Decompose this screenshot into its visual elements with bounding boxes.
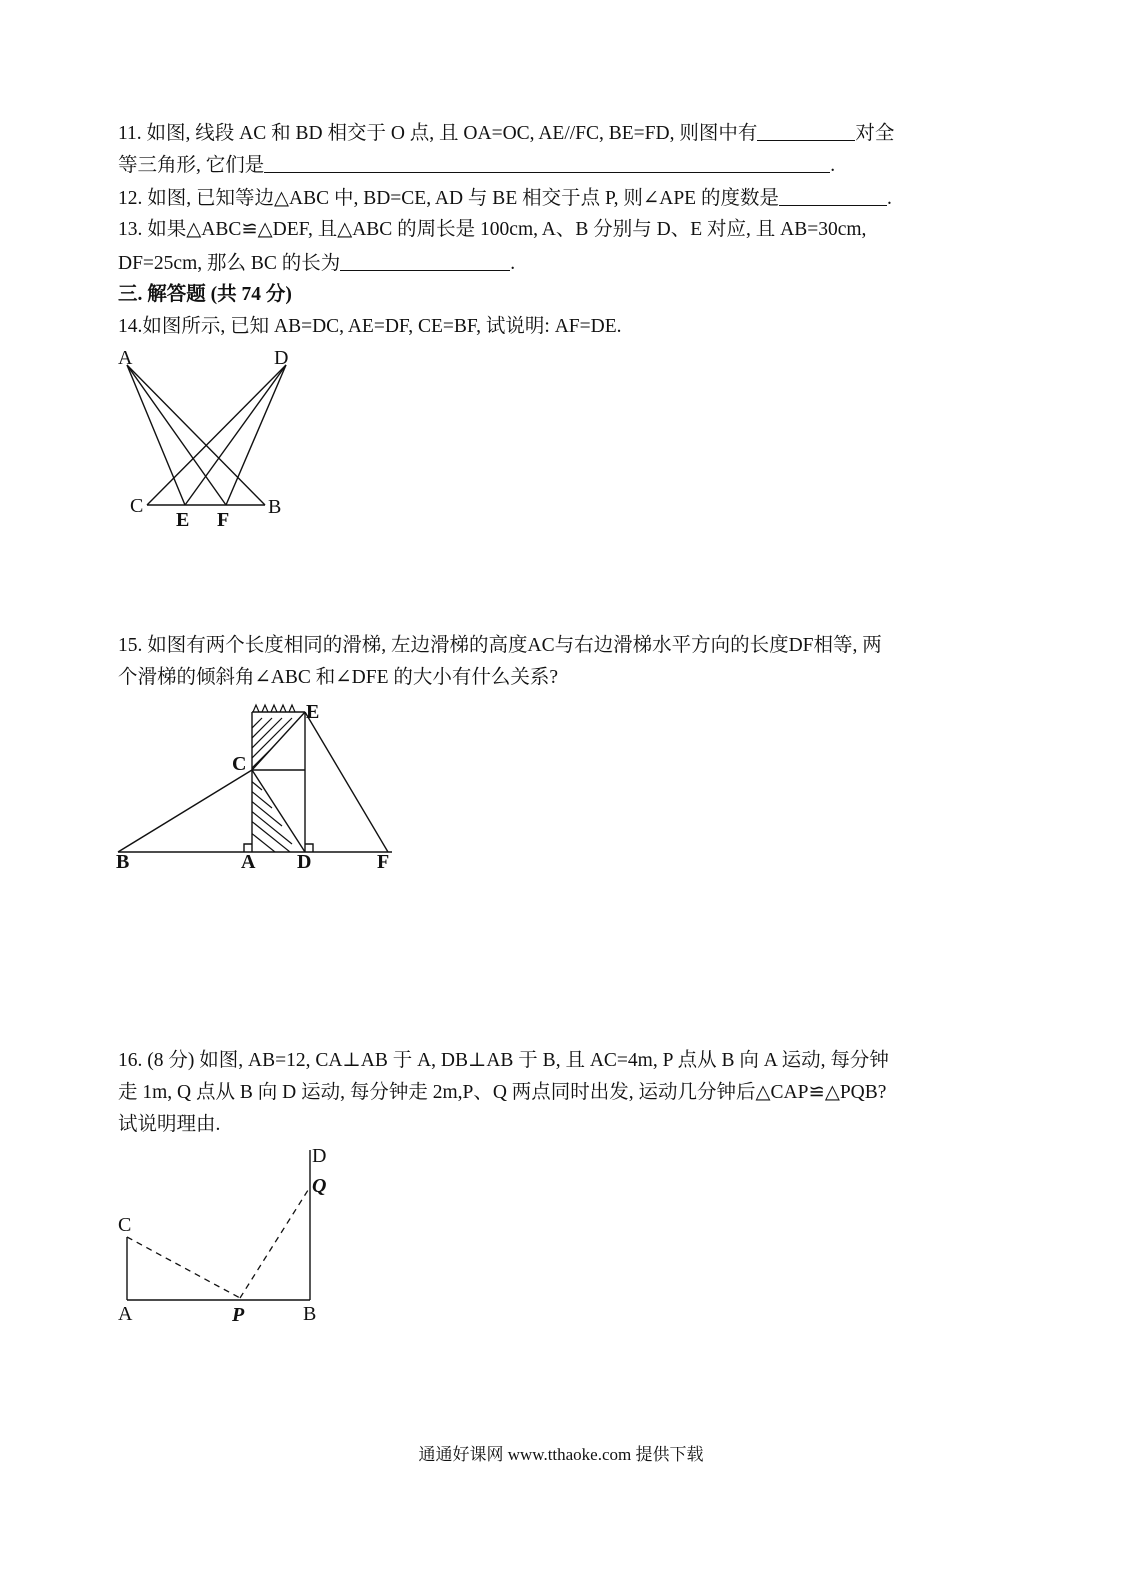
q15-figure <box>110 695 400 875</box>
q15-label-d: D <box>297 851 312 873</box>
q13-text: DF=25cm, 那么 BC 的长为 <box>118 253 341 274</box>
q15-line1: 15. 如图有两个长度相同的滑梯, 左边滑梯的高度AC与右边滑梯水平方向的长度DF相等, 两 <box>118 635 882 656</box>
q16-label-c: C <box>118 1214 132 1236</box>
q15-label-f: F <box>377 851 390 873</box>
q15-label-e: E <box>306 701 320 723</box>
q16-line1: 16. (8 分) 如图, AB=12, CA⊥AB 于 A, DB⊥AB 于 B, 且 AC=4m, P 点从 B 向 A 运动, 每分钟 <box>118 1050 889 1071</box>
q11-answer-blank-list <box>264 152 830 173</box>
q14-figure <box>110 340 310 530</box>
ladder-top-rail <box>253 705 295 712</box>
q13-period: . <box>510 253 516 274</box>
q13-line1: 13. 如果△ABC≌△DEF, 且△ABC 的周长是 100cm, A、B 分别与 D、E 对应, 且 AB=30cm, <box>118 219 867 240</box>
segment-dc <box>147 365 286 505</box>
q12-answer-blank <box>779 185 887 206</box>
q15-label-b: B <box>116 851 130 873</box>
slide-ef <box>305 712 388 852</box>
q11-text: 11. 如图, 线段 AC 和 BD 相交于 O 点, 且 OA=OC, AE//FC, BE=FD, 则图中有 <box>118 123 758 144</box>
hatch-lower <box>250 780 300 860</box>
q15-label-a: A <box>241 851 256 873</box>
segment-cp-dashed <box>127 1237 240 1298</box>
q11-line2 <box>118 152 835 179</box>
segment-ab <box>127 365 265 505</box>
q16-line3: 试说明理由. <box>118 1114 221 1135</box>
page-footer: 通通好课网 www.tthaoke.com 提供下载 <box>418 1445 704 1464</box>
q16-label-a: A <box>118 1303 133 1325</box>
q15-label-c: C <box>232 753 247 775</box>
q14-label-e: E <box>176 509 190 531</box>
q13-line2 <box>118 250 515 277</box>
q11-text-cont: 对全 <box>855 123 895 144</box>
q12-line <box>118 185 892 212</box>
q15-line2: 个滑梯的倾斜角∠ABC 和∠DFE 的大小有什么关系? <box>118 667 559 688</box>
q13-answer-blank <box>340 250 510 271</box>
slide-bc <box>118 770 252 852</box>
q14-label-c: C <box>130 495 144 517</box>
q16-line2: 走 1m, Q 点从 B 向 D 运动, 每分钟走 2m,P、Q 两点同时出发, 运动几分钟后△CAP≌△PQB? <box>118 1082 887 1103</box>
q14-label-b: B <box>268 496 282 518</box>
q16-label-d: D <box>312 1145 327 1167</box>
q16-label-p: P <box>232 1304 245 1326</box>
q14-label-d: D <box>274 347 289 369</box>
q16-figure <box>110 1140 340 1330</box>
q14-text: 14.如图所示, 已知 AB=DC, AE=DF, CE=BF, 试说明: AF=DE. <box>118 316 622 337</box>
q11-period: . <box>830 155 836 176</box>
q11-text-line2: 等三角形, 它们是 <box>118 155 265 176</box>
q14-label-a: A <box>118 347 133 369</box>
q14-label-f: F <box>217 509 230 531</box>
q16-label-q: Q <box>312 1175 327 1197</box>
q12-text: 12. 如图, 已知等边△ABC 中, BD=CE, AD 与 BE 相交于点 P, 则∠APE 的度数是 <box>118 188 779 209</box>
segment-pq-dashed <box>240 1187 310 1298</box>
q16-label-b: B <box>303 1303 317 1325</box>
q11-line1 <box>118 120 894 147</box>
q12-period: . <box>886 188 892 209</box>
section-title: 三. 解答题 (共 74 分) <box>118 284 292 305</box>
q11-answer-blank-count <box>757 120 855 141</box>
